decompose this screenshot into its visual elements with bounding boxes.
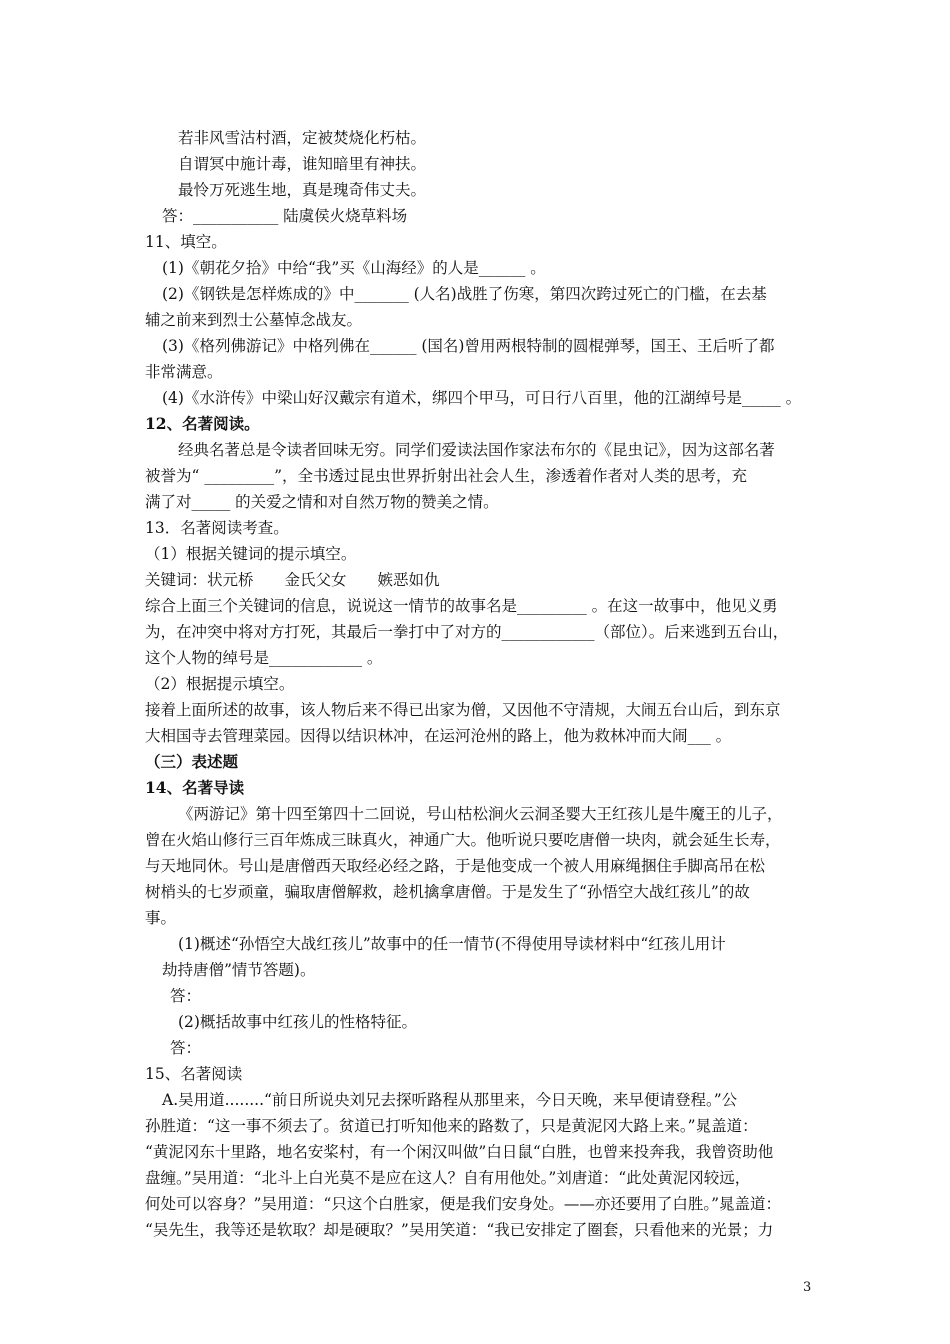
q14-para-2: 曾在火焰山修行三百年炼成三昧真火，神通广大。他听说只要吃唐僧一块肉，就会延生长寿， (145, 831, 781, 849)
q15-para-1: A.吴用道........“前日所说央刘兄去探听路程从那里来，今日天晚，来早便请登程。”公 (162, 1091, 738, 1109)
q11-item-2: (2)《钢铁是怎样炼成的》中_______ (人名)战胜了伤寒，第四次跨过死亡的门槛，在去基 (162, 285, 767, 303)
q14-para-5: 事。 (145, 909, 177, 927)
q12-para-1: 经典名著总是令读者回味无穷。同学们爱读法国作家法布尔的《昆虫记》，因为这部名著 (178, 441, 775, 459)
q15-para-2: 孙胜道：“这一事不须去了。贫道已打听知他来的路数了，只是黄泥冈大路上来。”晁盖道： (145, 1117, 758, 1135)
q13-part-2: （2）根据提示填空。 (145, 675, 295, 693)
q13-line-5: 大相国寺去管理菜园。因得以结识林冲，在运河沧州的路上，他为救林冲而大闹___ 。 (145, 727, 732, 745)
page-number: 3 (803, 1280, 812, 1295)
q12-para-3: 满了对_____ 的关爱之情和对自然万物的赞美之情。 (145, 493, 499, 511)
question-11-title: 11、填空。 (145, 233, 227, 251)
q13-line-2: 为，在冲突中将对方打死，其最后一拳打中了对方的____________（部位）。后来逃到五台山， (145, 623, 789, 641)
section-3-title: （三）表述题 (145, 752, 239, 771)
q11-item-2-cont: 辅之前来到烈士公墓悼念战友。 (145, 311, 363, 329)
q14-para-1: 《两游记》第十四至第四十二回说，号山枯松涧火云洞圣婴大王红孩儿是牛魔王的儿子， (178, 805, 783, 823)
poem-line-2: 自谓冥中施计毒，谁知暗里有神扶。 (178, 155, 427, 173)
poem-line-1: 若非风雪沽村酒，定被焚烧化朽枯。 (178, 129, 427, 147)
q14-sub-2: (2)概括故事中红孩儿的性格特征。 (178, 1013, 417, 1031)
q14-para-4: 树梢头的七岁顽童，骗取唐僧解救，趁机擒拿唐僧。于是发生了“孙悟空大战红孩儿”的故 (145, 883, 750, 901)
q13-line-1: 综合上面三个关键词的信息，说说这一情节的故事名是_________ 。在这一故事中，他见义勇 (145, 597, 778, 615)
q15-para-5: 何处可以容身？”吴用道：“只这个白胜家，便是我们安身处。——亦还要用了白胜。”晁盖道： (145, 1195, 782, 1213)
q13-line-4: 接着上面所述的故事，该人物后来不得已出家为僧，又因他不守清规，大闹五台山后，到东京 (145, 701, 781, 719)
q13-line-3: 这个人物的绰号是____________ 。 (145, 649, 383, 667)
q15-para-6: “吴先生，我等还是软取？却是硬取？”吴用笑道：“我已安排定了圈套，只看他来的光景；力 (145, 1221, 774, 1239)
question-14-title: 14、名著导读 (145, 778, 245, 797)
question-15-title: 15、名著阅读 (145, 1065, 243, 1083)
poem-line-3: 最怜万死逃生地，真是瑰奇伟丈夫。 (178, 181, 427, 199)
q14-answer-2: 答： (170, 1039, 202, 1057)
q15-para-4: 盘缠。”吴用道：“北斗上白光莫不是应在这人？自有用他处。”刘唐道：“此处黄泥冈较远， (145, 1169, 751, 1187)
question-13-title: 13．名著阅读考查。 (145, 519, 289, 537)
q11-item-1: (1)《朝花夕拾》中给“我”买《山海经》的人是______ 。 (162, 259, 546, 277)
question-12-title: 12、名著阅读。 (145, 414, 260, 433)
q14-sub-1: (1)概述“孙悟空大战红孩儿”故事中的任一情节(不得使用导读材料中“红孩儿用计 (178, 935, 726, 953)
q11-item-3-cont: 非常满意。 (145, 363, 223, 381)
q11-item-4: (4)《水浒传》中梁山好汉戴宗有道术，绑四个甲马，可日行八百里，他的江湖绰号是_____ 。 (162, 389, 802, 407)
answer-line: 答：___________ 陆虞侯火烧草料场 (162, 207, 408, 225)
q13-part-1: （1）根据关键词的提示填空。 (145, 545, 357, 563)
q12-para-2: 被誉为“ _________”，全书透过昆虫世界折射出社会人生，渗透着作者对人类的思考，充 (145, 467, 748, 485)
q15-para-3: “黄泥冈东十里路，地名安桨村，有一个闲汉叫做”白日鼠“白胜，也曾来投奔我，我曾资助他 (145, 1143, 774, 1161)
q14-answer-1: 答： (170, 987, 202, 1005)
q13-keywords: 关键词：状元桥 金氏父女 嫉恶如仇 (145, 571, 440, 589)
q14-sub-1-cont: 劫持唐僧”情节答题)。 (162, 961, 316, 979)
q14-para-3: 与天地同休。号山是唐僧西天取经必经之路，于是他变成一个被人用麻绳捆住手脚高吊在松 (145, 857, 766, 875)
q11-item-3: (3)《格列佛游记》中格列佛在______ (国名)曾用两根特制的圆棍弹琴，国王、王后听了都 (162, 337, 775, 355)
